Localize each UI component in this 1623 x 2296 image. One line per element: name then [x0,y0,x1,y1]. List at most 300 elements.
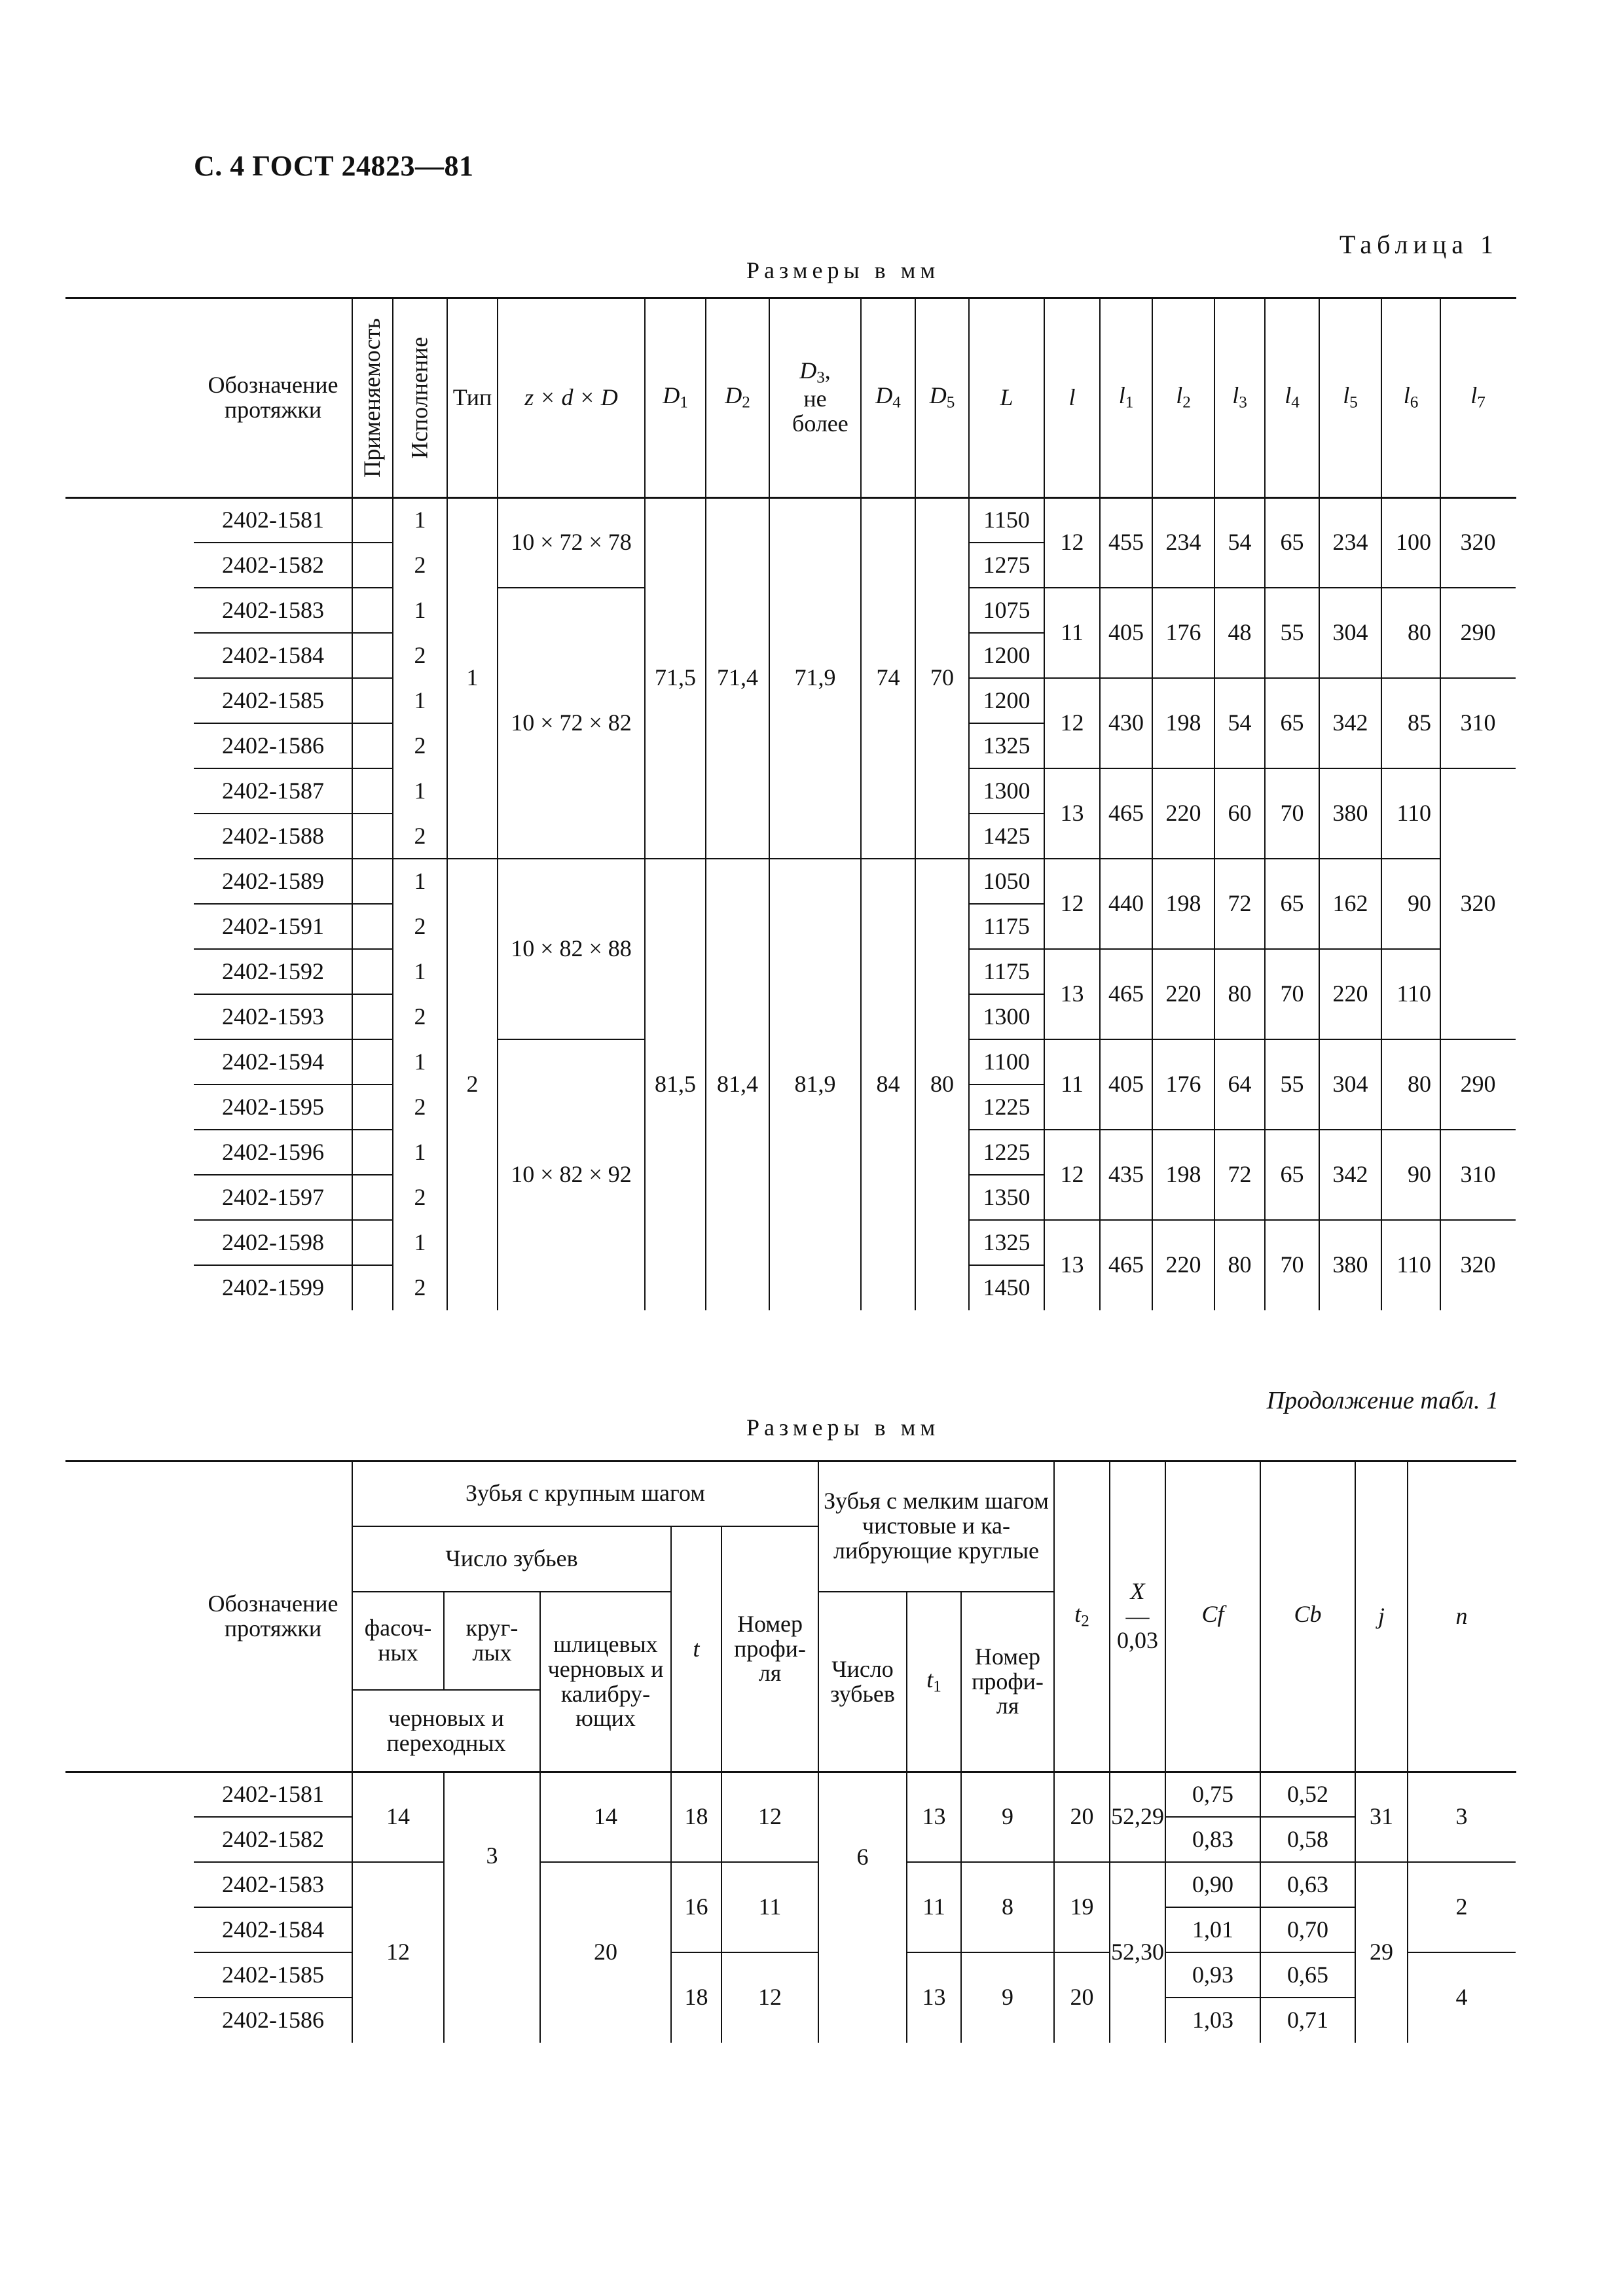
j-value [1355,1772,1408,1862]
header-l5 [1319,298,1381,497]
row-L [969,723,1044,768]
row-designation-text: 2402-1594 [222,1048,324,1075]
row-designation [194,1907,352,1952]
header-t-text: t [693,1635,700,1662]
group-D4-text: 84 [876,1071,900,1098]
row-execution-text: 2 [414,1093,426,1120]
t2-value-text: 19 [1070,1893,1094,1920]
pair-l2 [1152,678,1214,768]
header-Cf-text: Cf [1201,1601,1224,1628]
header-l6-text: $l_6$ [1403,382,1419,412]
row-L-text: 1075 [983,596,1030,623]
pair-l [1044,497,1100,588]
pair-l2 [1152,768,1214,859]
pair-l5-text: 342 [1332,709,1368,736]
pair-l7-text: 310 [1460,1161,1496,1188]
pair-l6 [1381,588,1440,678]
pair-l4 [1265,1130,1319,1220]
row-execution [393,497,447,543]
row-execution [393,723,447,768]
profile-value-text: 12 [758,1984,782,2011]
group-D3 [769,497,861,859]
header-t2 [1054,1461,1110,1772]
header-l4 [1265,298,1319,497]
pair-l3 [1214,768,1265,859]
row-Cb-text: 0,63 [1287,1871,1328,1897]
type-value [447,497,498,859]
header-D3 [769,298,861,497]
header-L [969,298,1044,497]
header-D4-text: $D_4$ [875,382,901,412]
row-L-text: 1275 [983,551,1030,578]
row-designation-text: 2402-1586 [222,2006,324,2033]
pair-l2 [1152,1220,1214,1310]
pair-l3-text: 54 [1228,529,1252,556]
pair-l4 [1265,1039,1319,1130]
zdD-value-text: 10 × 72 × 78 [511,529,632,556]
header-round [444,1592,540,1690]
pair-l [1044,949,1100,1039]
pair-l [1044,1130,1100,1220]
t2-value-text: 20 [1070,1984,1094,2011]
header-zdD-text: z × d × D [524,384,618,410]
row-designation [194,768,352,814]
row-execution [393,949,447,994]
row-designation [194,633,352,678]
pair-l3-text: 80 [1228,1251,1252,1278]
n-value [1408,1772,1516,1862]
pair-l6 [1381,1220,1440,1310]
row-L [969,859,1044,904]
pair-l4 [1265,588,1319,678]
chamfer-value-text: 14 [386,1803,410,1830]
profile-value [721,1862,818,1952]
header-type-text: Тип [452,384,492,410]
pair-l2 [1152,1130,1214,1220]
row-Cf-text: 0,83 [1192,1825,1233,1852]
fine-profile-value [961,1772,1054,1862]
pair-l5 [1319,949,1381,1039]
pair-l2 [1152,859,1214,949]
pair-l2-text: 220 [1165,980,1201,1007]
header-j-text: j [1377,1602,1385,1629]
row-designation [194,1817,352,1862]
row-L [969,497,1044,543]
zdD-value [498,497,645,588]
pair-l2-text: 220 [1165,1251,1201,1278]
pair-l-text: 13 [1060,980,1084,1007]
row-L-text: 1050 [983,867,1030,894]
group-D5 [915,497,969,859]
row-designation-text: 2402-1583 [222,596,324,623]
header-t2-text: $t_2$ [1074,1601,1089,1630]
pair-l5-text: 342 [1332,1161,1368,1188]
fine-profile-value [961,1862,1054,1952]
row-designation [194,1952,352,1998]
type-value-text: 2 [466,1071,479,1098]
row-execution [393,1265,447,1310]
X-value [1110,1772,1165,1862]
row-L-text: 1300 [983,777,1030,804]
row-execution [393,1085,447,1130]
header-l6 [1381,298,1440,497]
row-Cf [1165,1862,1260,1907]
row-designation-text: 2402-1585 [222,1961,324,1988]
pair-l7 [1440,1220,1516,1310]
row-execution [393,1039,447,1085]
header-D5-text: $D_5$ [929,382,955,412]
row-Cf-text: 0,93 [1192,1961,1233,1988]
header-l4-text: $l_4$ [1285,382,1300,412]
pair-l5-text: 234 [1332,529,1368,556]
spline-value [540,1772,671,1862]
pair-l3 [1214,497,1265,588]
row-L-text: 1150 [983,506,1030,533]
chamfer-value [352,1772,444,1862]
pair-l6-text: 90 [1408,1161,1431,1188]
header-D5 [915,298,969,497]
pair-l-text: 12 [1060,709,1084,736]
pair-l3 [1214,1039,1265,1130]
row-designation [194,1265,352,1310]
row-designation [194,1130,352,1175]
row-execution-text: 2 [414,732,426,759]
pair-l4 [1265,678,1319,768]
pair-l6 [1381,768,1440,859]
pair-l5 [1319,859,1381,949]
header-Cb [1260,1461,1355,1772]
pair-l4-text: 70 [1280,800,1304,827]
row-L [969,678,1044,723]
t-value [671,1772,721,1862]
row-execution-text: 2 [414,641,426,668]
pair-l5-text: 162 [1332,890,1368,917]
pair-l-text: 13 [1060,1251,1084,1278]
header-j [1355,1461,1408,1772]
row-designation-text: 2402-1587 [222,777,324,804]
header-X [1110,1461,1165,1772]
row-execution-text: 1 [414,596,426,623]
pair-l7 [1440,1039,1516,1130]
header-teeth-count [352,1526,671,1592]
page-header: С. 4 ГОСТ 24823—81 [194,150,474,182]
row-designation [194,1998,352,2043]
group-D5-text: 70 [930,664,954,691]
pair-l-text: 12 [1060,1161,1084,1188]
group-D3-text: 71,9 [794,664,836,691]
t-value-text: 18 [684,1803,708,1830]
pair-l1 [1100,1130,1152,1220]
row-execution [393,633,447,678]
profile-value [721,1952,818,2043]
t1-value [907,1862,961,1952]
pair-l1-text: 430 [1108,709,1144,736]
row-execution-text: 2 [414,912,426,939]
pair-l2-text: 198 [1165,890,1201,917]
row-designation [194,994,352,1039]
header-l1-text: $l_1$ [1118,382,1134,412]
profile-value-text: 11 [758,1893,782,1920]
header-zdD [498,298,645,497]
t2-value [1054,1952,1110,2043]
header-l [1044,298,1100,497]
header-l7 [1440,298,1516,497]
pair-l1 [1100,588,1152,678]
pair-l2 [1152,949,1214,1039]
t2-value [1054,1772,1110,1862]
header-t1 [907,1592,961,1772]
row-L [969,1175,1044,1220]
header-fine-count [818,1592,907,1772]
header-l2 [1152,298,1214,497]
row-Cb-text: 0,58 [1287,1825,1328,1852]
group-D5 [915,859,969,1310]
row-designation [194,1039,352,1085]
pair-l4 [1265,859,1319,949]
header-spline [540,1592,671,1772]
pair-l6 [1381,1130,1440,1220]
row-L [969,904,1044,949]
pair-l6-text: 80 [1408,1071,1431,1098]
row-designation-text: 2402-1586 [222,732,324,759]
X-value-text: 52,30 [1111,1939,1164,1965]
fine-profile-value-text: 9 [1002,1803,1013,1830]
pair-l3 [1214,859,1265,949]
row-designation-text: 2402-1582 [222,1825,324,1852]
merged-l7-text: 320 [1460,890,1496,917]
row-execution [393,768,447,814]
row-designation-text: 2402-1581 [222,1780,324,1807]
pair-l7 [1440,588,1516,678]
row-designation [194,949,352,994]
pair-l5 [1319,1130,1381,1220]
pair-l6-text: 100 [1396,529,1431,556]
row-Cf-text: 1,01 [1192,1916,1233,1943]
table2-label: Продолжение табл. 1 [1266,1387,1499,1414]
group-D2 [706,859,769,1310]
pair-l6 [1381,1039,1440,1130]
row-execution-text: 1 [414,506,426,533]
row-designation-text: 2402-1588 [222,822,324,849]
pair-l-text: 12 [1060,890,1084,917]
pair-l7-text: 290 [1460,1071,1496,1098]
row-execution-text: 1 [414,1048,426,1075]
pair-l6 [1381,678,1440,768]
row-designation [194,1175,352,1220]
row-L [969,1265,1044,1310]
group-D2 [706,497,769,859]
spline-value-text: 20 [594,1939,617,1965]
spline-value-text: 14 [594,1803,617,1830]
header-X-symbol: X [1130,1577,1145,1604]
header-rough-trans-text: черновых и переходных [386,1704,506,1756]
t2-value [1054,1862,1110,1952]
pair-l7 [1440,678,1516,768]
pair-l7 [1440,1130,1516,1220]
row-designation-text: 2402-1593 [222,1003,324,1030]
j-value-text: 31 [1370,1803,1393,1830]
pair-l1-text: 440 [1108,890,1144,917]
group-D2-text: 71,4 [717,664,758,691]
type-value-text: 1 [466,664,479,691]
row-designation-text: 2402-1599 [222,1274,324,1300]
header-spline-text: шлицевых черновых и калибру-ющих [547,1630,664,1732]
pair-l6-text: 110 [1396,1251,1431,1278]
X-value [1110,1862,1165,2043]
row-execution-text: 2 [414,551,426,578]
row-Cb-text: 0,52 [1287,1780,1328,1807]
chamfer-value-text: 12 [386,1939,410,1965]
row-L-text: 1100 [983,1048,1030,1075]
pair-l6 [1381,949,1440,1039]
pair-l [1044,588,1100,678]
header-execution [393,298,447,497]
group-D1 [645,497,706,859]
row-L-text: 1325 [983,732,1030,759]
pair-l [1044,1039,1100,1130]
row-execution-text: 1 [414,777,426,804]
pair-l7 [1440,497,1516,588]
group-D1-text: 71,5 [655,664,696,691]
t1-value [907,1952,961,2043]
row-Cf [1165,1907,1260,1952]
t1-value-text: 13 [922,1803,946,1830]
t1-value [907,1772,961,1862]
row-designation-text: 2402-1591 [222,912,324,939]
pair-l2-text: 198 [1165,1161,1201,1188]
zdD-value-text: 10 × 82 × 88 [511,935,632,962]
row-designation [194,723,352,768]
header-round-text: круг-лых [465,1615,519,1666]
fine-count-value-text: 6 [856,1844,869,1870]
pair-l1 [1100,678,1152,768]
row-Cf [1165,1772,1260,1817]
row-L-text: 1225 [983,1093,1030,1120]
header-n [1408,1461,1516,1772]
row-execution [393,543,447,588]
row-execution-text: 1 [414,1138,426,1165]
row-L-text: 1450 [983,1274,1030,1300]
header-D1-text: $D_1$ [663,382,688,412]
t-value-text: 16 [684,1893,708,1920]
pair-l [1044,859,1100,949]
group-D5-text: 80 [930,1071,954,1098]
pair-l5 [1319,768,1381,859]
pair-l2-text: 234 [1165,529,1201,556]
header-l5-text: $l_5$ [1343,382,1358,412]
header-l3 [1214,298,1265,497]
group-D4 [861,497,915,859]
header-D3-note: не более [792,386,848,437]
header-X-tolerance: —0,03 [1117,1602,1158,1654]
pair-l3-text: 60 [1228,800,1252,827]
row-execution [393,904,447,949]
pair-l7-text: 290 [1460,619,1496,646]
row-Cb-text: 0,65 [1287,1961,1328,1988]
header-Cb-text: Cb [1294,1601,1322,1628]
pair-l4-text: 65 [1280,1161,1304,1188]
row-designation [194,1862,352,1907]
header-designation [194,298,352,497]
spline-value [540,1862,671,2043]
pair-l2-text: 198 [1165,709,1201,736]
pair-l3-text: 72 [1228,890,1252,917]
row-Cf-text: 0,75 [1192,1780,1233,1807]
row-designation-text: 2402-1595 [222,1093,324,1120]
row-designation-text: 2402-1584 [222,641,324,668]
profile-value-text: 12 [758,1803,782,1830]
row-execution [393,994,447,1039]
pair-l5 [1319,1039,1381,1130]
header-l7-text: $l_7$ [1470,382,1486,412]
pair-l2-text: 220 [1165,800,1201,827]
row-execution-text: 1 [414,958,426,984]
pair-l3 [1214,588,1265,678]
pair-l7-text: 320 [1460,529,1496,556]
row-designation [194,1085,352,1130]
row-execution [393,1175,447,1220]
row-designation-text: 2402-1582 [222,551,324,578]
pair-l3-text: 64 [1228,1071,1252,1098]
group-D3-text: 81,9 [794,1071,836,1098]
row-Cb [1260,1907,1355,1952]
pair-l1 [1100,1039,1152,1130]
row-Cb [1260,1952,1355,1998]
group-D1-text: 81,5 [655,1071,696,1098]
row-L [969,633,1044,678]
fine-profile-value-text: 8 [1002,1893,1013,1920]
pair-l3-text: 72 [1228,1161,1252,1188]
pair-l3-text: 54 [1228,709,1252,736]
header-applicability-text: Применяемость [359,317,386,478]
row-designation [194,497,352,543]
pair-l5-text: 304 [1332,1071,1368,1098]
row-execution [393,814,447,859]
pair-l6-text: 80 [1408,619,1431,646]
table1-units: Размеры в мм [746,257,940,283]
row-L-text: 1175 [983,912,1030,939]
row-execution [393,678,447,723]
row-Cb [1260,1998,1355,2043]
row-execution-text: 1 [414,867,426,894]
row-Cf [1165,1817,1260,1862]
pair-l5-text: 304 [1332,619,1368,646]
row-designation [194,588,352,633]
header-D4 [861,298,915,497]
row-designation [194,1772,352,1817]
row-Cf [1165,1998,1260,2043]
header-D2 [706,298,769,497]
row-designation-text: 2402-1598 [222,1229,324,1255]
header-D3-text: $D_3$, [799,357,831,387]
row-designation-text: 2402-1581 [222,506,324,533]
pair-l2-text: 176 [1165,619,1201,646]
pair-l-text: 11 [1061,1071,1084,1098]
n-value-text: 4 [1455,1984,1468,2011]
row-L-text: 1425 [983,822,1030,849]
n-value [1408,1952,1516,2043]
header-t [671,1526,721,1772]
pair-l6-text: 110 [1396,980,1431,1007]
round-value [444,1772,540,2043]
fine-profile-value [961,1952,1054,2043]
pair-l4 [1265,949,1319,1039]
header-fine-profile-text: Номер профи-ля [972,1643,1044,1719]
row-designation-text: 2402-1589 [222,867,324,894]
pair-l-text: 13 [1060,800,1084,827]
pair-l4-text: 55 [1280,1071,1304,1098]
pair-l7-text: 310 [1460,709,1496,736]
